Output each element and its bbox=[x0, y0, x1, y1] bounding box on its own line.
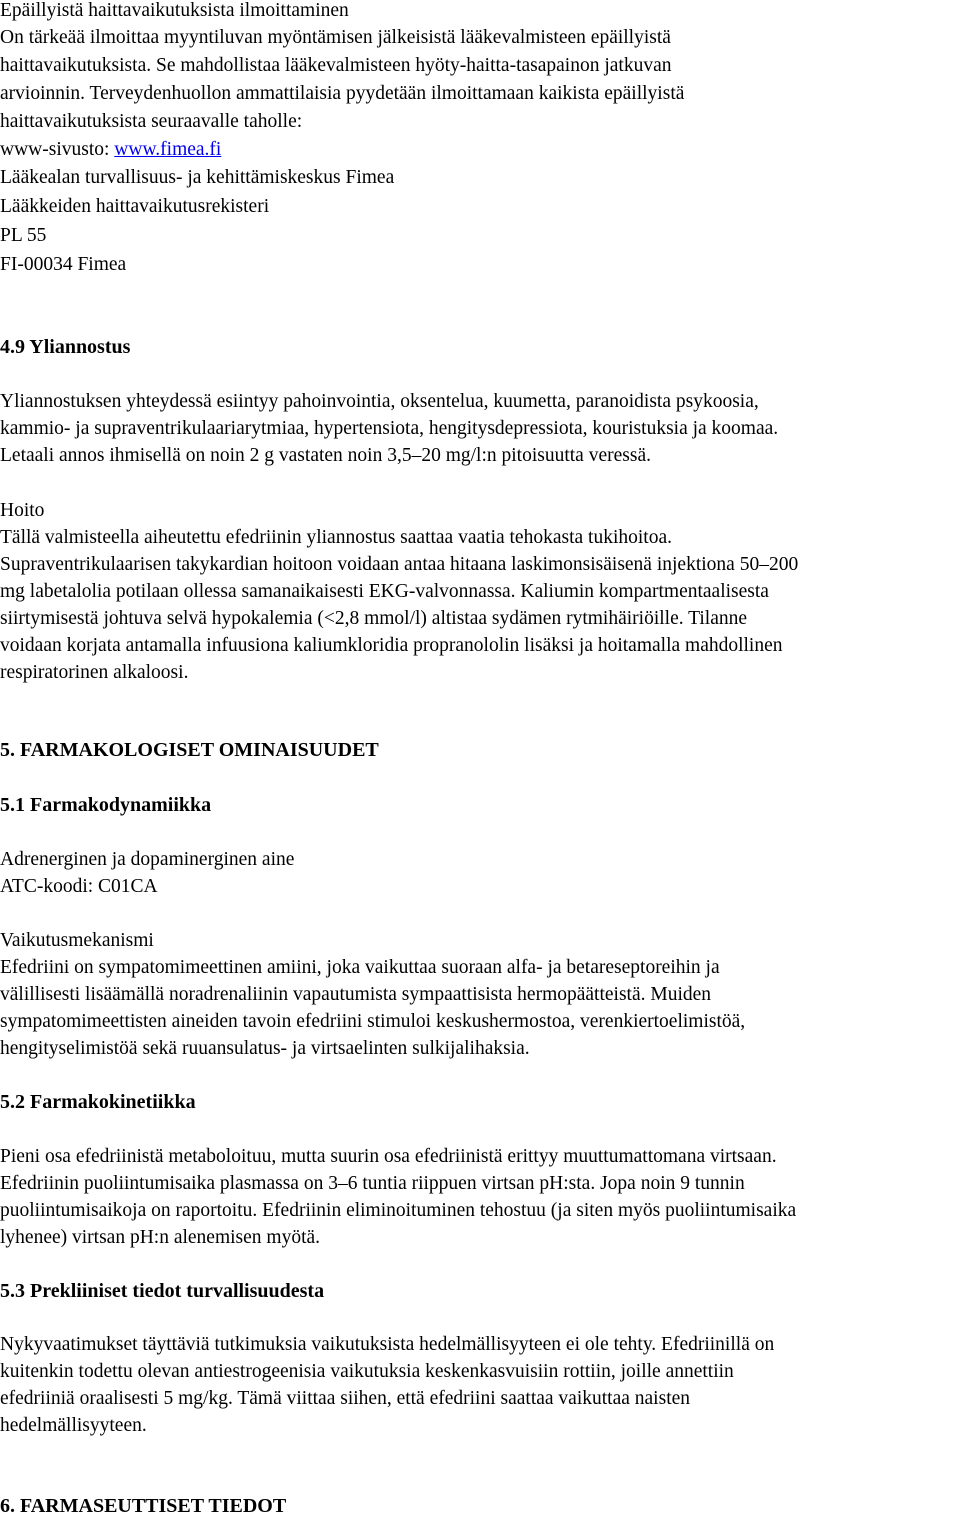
reporting-text-line: haittavaikutuksista seuraavalle taholle: bbox=[0, 111, 303, 132]
reporting-text-line: arvioinnin. Terveydenhuollon ammattilaisia pyydetään ilmoittamaan kaikista epäillyistä bbox=[0, 83, 685, 104]
section5-heading: 5. FARMAKOLOGISET OMINAISUUDET bbox=[0, 739, 379, 761]
mechanism-text-line: hengityselimistöä sekä ruuansulatus- ja virtsaelinten sulkijalihaksia. bbox=[0, 1038, 530, 1059]
preclinical-text-line: hedelmällisyyteen. bbox=[0, 1415, 147, 1436]
website-row bbox=[0, 136, 221, 163]
pharmacokinetics-text-line: lyhenee) virtsan pH:n alenemisen myötä. bbox=[0, 1227, 321, 1248]
treatment-text-line: voidaan korjata antamalla infuusiona kaliumkloridia propranololin lisäksi ja hoitamalla mahdollinen bbox=[0, 635, 783, 656]
preclinical-text-line: kuitenkin todettu olevan antiestrogeenisia vaikutuksia keskenkasvuisiin rottiin, joille annettiin bbox=[0, 1361, 734, 1382]
address-line: FI-00034 Fimea bbox=[0, 254, 127, 275]
fimea-website-link[interactable]: www.fimea.fi bbox=[114, 139, 222, 160]
treatment-text-line: Supraventrikulaarisen takykardian hoitoon voidaan antaa hitaana laskimonsisäisenä injektiona 50‒200 bbox=[0, 554, 799, 575]
section6-heading: 6. FARMASEUTTISET TIEDOT bbox=[0, 1495, 287, 1517]
mechanism-text-line: Efedriini on sympatomimeettinen amiini, joka vaikuttaa suoraan alfa- ja betareseptoreihin ja bbox=[0, 957, 720, 978]
pharmacokinetics-text-line: Efedriinin puoliintumisaika plasmassa on 3‒6 tuntia riippuen virtsan pH:sta. Jopa noin 9 tunnin bbox=[0, 1173, 745, 1194]
overdose-text-line: Letaali annos ihmisellä on noin 2 g vastaten noin 3,5‒20 mg/l:n pitoisuutta veressä. bbox=[0, 445, 651, 466]
treatment-text-line: siirtymisestä johtuva selvä hypokalemia (<2,8 mmol/l) altistaa sydämen rytmihäiriöille. Tilanne bbox=[0, 608, 747, 629]
pharmacokinetics-heading: 5.2 Farmakokinetiikka bbox=[0, 1091, 196, 1113]
mechanism-title: Vaikutusmekanismi bbox=[0, 930, 154, 951]
substance-class-line: Adrenerginen ja dopaminerginen aine bbox=[0, 849, 295, 870]
pharmacokinetics-text-line: Pieni osa efedriinistä metaboloituu, mutta suurin osa efedriinistä erittyy muuttumattomana virtsaan. bbox=[0, 1146, 777, 1167]
preclinical-text-line: efedriiniä oraalisesti 5 mg/kg. Tämä viittaa siihen, että efedriini saattaa vaikuttaa naisten bbox=[0, 1388, 691, 1409]
mechanism-text-line: sympatomimeettisten aineiden tavoin efedriini stimuloi keskushermostoa, verenkiertoelimistöä, bbox=[0, 1011, 746, 1032]
website-label: www-sivusto: bbox=[0, 139, 115, 160]
overdose-heading: 4.9 Yliannostus bbox=[0, 336, 131, 358]
address-line: PL 55 bbox=[0, 225, 47, 246]
treatment-text-line: respiratorinen alkaloosi. bbox=[0, 662, 189, 683]
mechanism-text-line: välillisesti lisäämällä noradrenaliinin vapautumista sympaattisista hermopäätteistä. Muiden bbox=[0, 984, 712, 1005]
treatment-title: Hoito bbox=[0, 500, 45, 521]
overdose-text-line: Yliannostuksen yhteydessä esiintyy pahoinvointia, oksentelua, kuumetta, paranoidista psykoosia, bbox=[0, 391, 759, 412]
treatment-text-line: Tällä valmisteella aiheutettu efedriinin yliannostus saattaa vaatia tehokasta tukihoitoa. bbox=[0, 527, 672, 548]
atc-code-line: ATC-koodi: C01CA bbox=[0, 876, 158, 897]
treatment-text-line: mg labetalolia potilaan ollessa samanaikaisesti EKG-valvonnassa. Kaliumin kompartmentaalisesta bbox=[0, 581, 769, 602]
reporting-title: Epäillyistä haittavaikutuksista ilmoittaminen bbox=[0, 0, 349, 21]
reporting-text-line: On tärkeää ilmoittaa myyntiluvan myöntämisen jälkeisistä lääkevalmisteen epäillyistä bbox=[0, 27, 671, 48]
address-line: Lääkealan turvallisuus- ja kehittämiskeskus Fimea bbox=[0, 167, 395, 188]
overdose-text-line: kammio- ja supraventrikulaariarytmiaa, hypertensiota, hengitysdepressiota, kouristuksia ja koomaa. bbox=[0, 418, 779, 439]
pharmacokinetics-text-line: puoliintumisaikoja on raportoitu. Efedriinin eliminoituminen tehostuu (ja siten myös puoliintumisaika bbox=[0, 1200, 797, 1221]
preclinical-heading: 5.3 Prekliiniset tiedot turvallisuudesta bbox=[0, 1280, 325, 1302]
pharmacodynamics-heading: 5.1 Farmakodynamiikka bbox=[0, 794, 212, 816]
preclinical-text-line: Nykyvaatimukset täyttäviä tutkimuksia vaikutuksista hedelmällisyyteen ei ole tehty. Efedriinillä on bbox=[0, 1334, 775, 1355]
reporting-text-line: haittavaikutuksista. Se mahdollistaa lääkevalmisteen hyöty-haitta-tasapainon jatkuvan bbox=[0, 55, 672, 76]
address-line: Lääkkeiden haittavaikutusrekisteri bbox=[0, 196, 270, 217]
